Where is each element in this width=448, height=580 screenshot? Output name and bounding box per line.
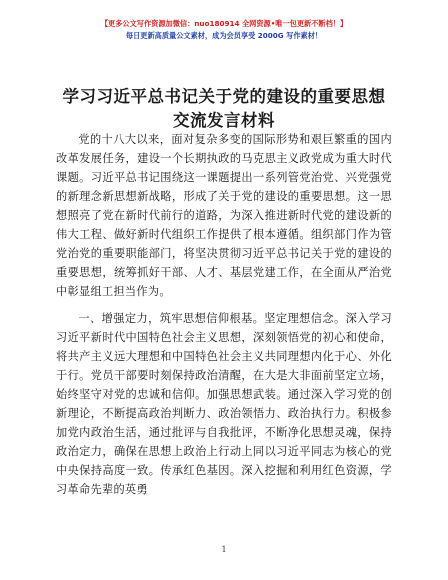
banner-line-2: 每日更新高质量公文素材，成为会员享受 2000G 写作素材！: [125, 31, 323, 40]
header-banner: [0, 18, 448, 42]
document-body: [56, 130, 392, 499]
paragraph-section-1: 一、增强定力，筑牢思想信仰根基。坚定理想信念。深入学习习近平新时代中国特色社会主义思想，深刻领悟党的初心和使命，将共产主义远大理想和中国特色社会主义共同理想内化于心、外化于行。党员干部要时刻保持政治清醒，在大是大非面前坚定立场，始终坚守对党的忠诚和信仰。加强思想武装。通过深入学习党的创新理论，不断提高政治判断力、政治领悟力、政治执行力。积极参加党内政治生活，通过批评与自我批评，不断净化思想灵魂，保持政治定力，确保在思想上政治上行动上同以习近平同志为核心的党中央保持高度一致。传承红色基因。深入挖掘和利用红色资源，学习革命先辈的英勇: [56, 312, 392, 496]
page-number: 1: [221, 545, 227, 554]
document-title: 学习习近平总书记关于党的建设的重要思想交流发言材料: [62, 87, 386, 130]
paragraph-intro: 党的十八大以来，面对复杂多变的国际形势和艰巨繁重的国内改革发展任务，建设一个长期执政的马克思主义政党成为重大时代课题。习近平总书记围绕这一课题提出一系列管党治党、兴党强党的新理念新思想新战略，形成了关于党的建设的重要思想。这一思想照亮了党在新时代前行的道路，为深入推进新时代党的建设新的伟大工程、做好新时代组织工作提供了根本遵循。组织部门作为管党治党的重要职能部门，将坚决贯彻习近平总书记关于党的建设的重要思想，统筹抓好干部、人才、基层党建工作，在全面从严治党中彰显组工担当作为。: [56, 133, 392, 298]
banner-line-1: 【更多公文写作资源加微信：nuo180914 全网资源•唯一包更新不断档！】: [100, 19, 348, 28]
